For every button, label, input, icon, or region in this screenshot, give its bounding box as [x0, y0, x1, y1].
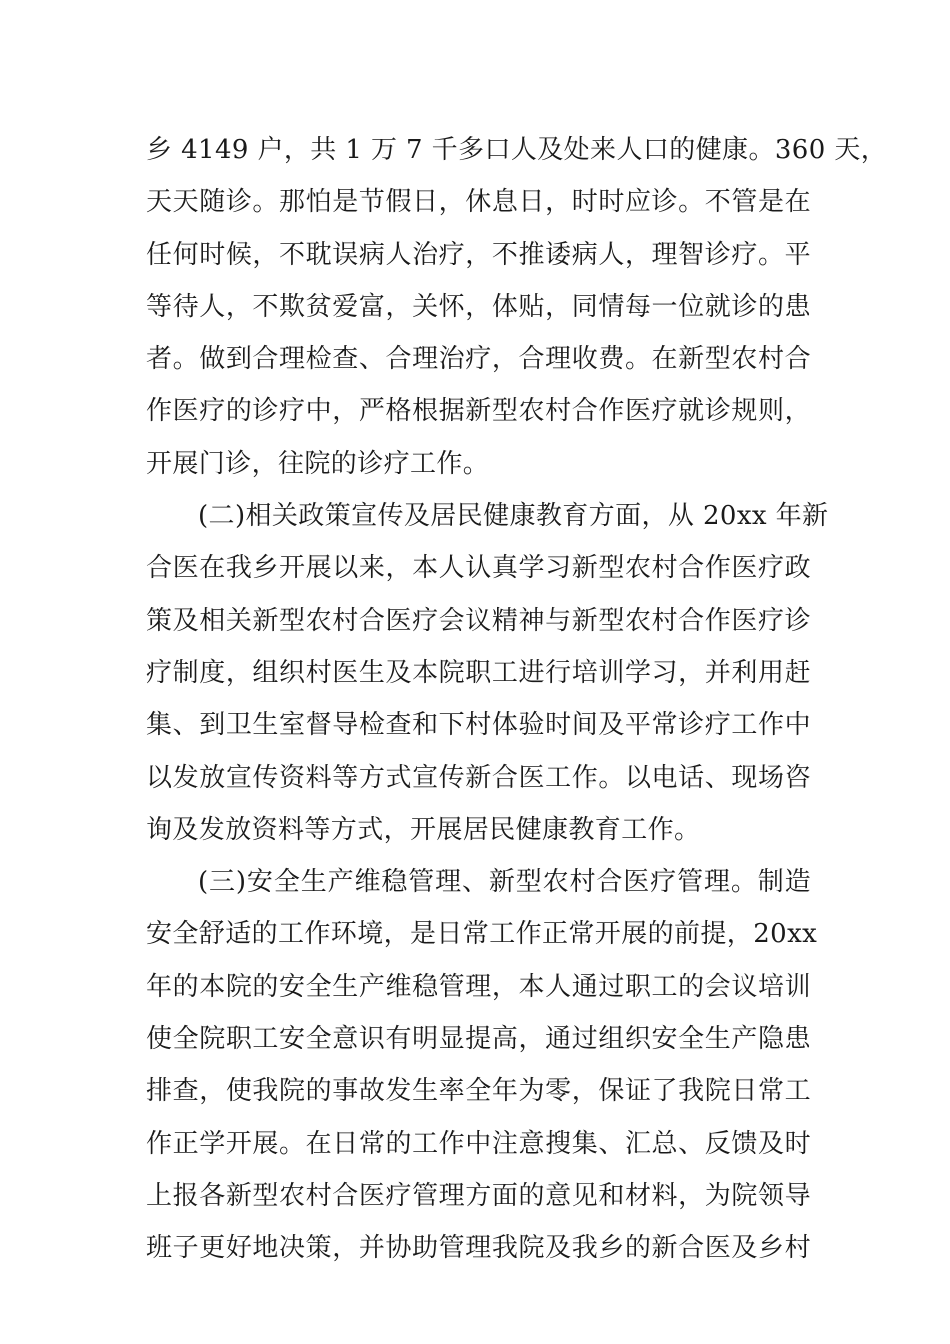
paragraph-line: 等待人，不欺贫爱富，关怀，体贴，同情每一位就诊的患	[146, 291, 811, 322]
paragraph-line: 合医在我乡开展以来，本人认真学习新型农村合作医疗政	[146, 553, 811, 584]
paragraph-line: 上报各新型农村合医疗管理方面的意见和材料，为院领导	[146, 1180, 811, 1211]
paragraph-line: 策及相关新型农村合医疗会议精神与新型农村合作医疗诊	[146, 605, 811, 636]
paragraph-line: 班子更好地决策，并协助管理我院及我乡的新合医及乡村	[146, 1233, 811, 1264]
paragraph-line: 乡 4149 户，共 1 万 7 千多口人及处来人口的健康。360 天，	[146, 135, 888, 165]
paragraph-line: 作正学开展。在日常的工作中注意搜集、汇总、反馈及时	[146, 1128, 811, 1159]
paragraph-first-line: (三)安全生产维稳管理、新型农村合医疗管理。制造	[198, 867, 811, 898]
paragraph-line: 以发放宣传资料等方式宣传新合医工作。以电话、现场咨	[146, 762, 811, 793]
paragraph-line: 者。做到合理检查、合理治疗，合理收费。在新型农村合	[146, 344, 811, 375]
paragraph-line: 集、到卫生室督导检查和下村体验时间及平常诊疗工作中	[146, 710, 811, 741]
paragraph-line: 询及发放资料等方式，开展居民健康教育工作。	[146, 814, 701, 845]
paragraph-line: 排查，使我院的事故发生率全年为零，保证了我院日常工	[146, 1076, 811, 1107]
paragraph-line: 使全院职工安全意识有明显提高，通过组织安全生产隐患	[146, 1024, 811, 1055]
paragraph-line: 安全舒适的工作环境，是日常工作正常开展的前提，20xx	[146, 919, 818, 950]
paragraph-line: 疗制度，组织村医生及本院职工进行培训学习，并利用赶	[146, 657, 811, 688]
paragraph-line: 作医疗的诊疗中，严格根据新型农村合作医疗就诊规则，	[146, 396, 811, 427]
paragraph-first-line: (二)相关政策宣传及居民健康教育方面，从 20xx 年新	[198, 501, 829, 532]
paragraph-line: 任何时候，不耽误病人治疗，不推诿病人，理智诊疗。平	[146, 239, 811, 270]
document-body-text	[146, 124, 888, 1275]
paragraph-line: 开展门诊，往院的诊疗工作。	[146, 448, 490, 479]
paragraph-line: 年的本院的安全生产维稳管理，本人通过职工的会议培训	[146, 971, 811, 1002]
paragraph-line: 天天随诊。那怕是节假日，休息日，时时应诊。不管是在	[146, 187, 811, 218]
